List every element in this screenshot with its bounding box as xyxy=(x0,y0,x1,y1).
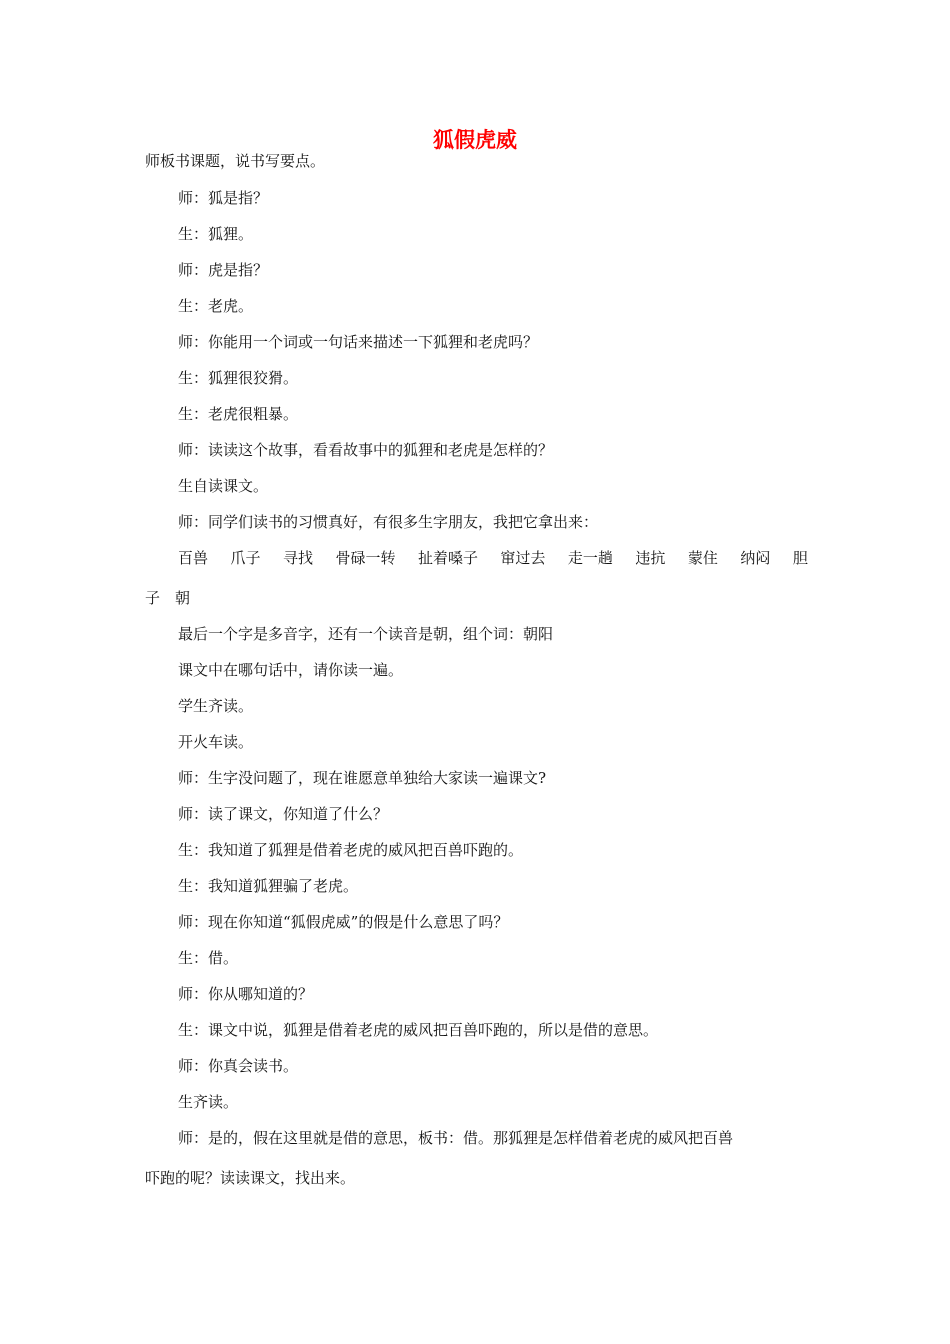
dialogue-line: 生自读课文。 xyxy=(178,477,269,495)
vocab-word: 违抗 xyxy=(635,549,666,567)
dialogue-line: 生：老虎很粗暴。 xyxy=(178,405,299,423)
intro-paragraph: 师板书课题，说书写要点。 xyxy=(145,152,326,170)
dialogue-line: 开火车读。 xyxy=(178,733,254,751)
dialogue-line: 师：现在你知道“狐假虎威”的假是什么意思了吗？ xyxy=(178,913,509,931)
closing-line: 吓跑的呢？读读课文，找出来。 xyxy=(145,1169,356,1187)
dialogue-line: 课文中在哪句话中，请你读一遍。 xyxy=(178,661,404,679)
dialogue-line: 生：狐狸。 xyxy=(178,225,254,243)
vocab-word: 蒙住 xyxy=(687,549,718,567)
vocab-word: 百兽 xyxy=(178,549,209,567)
dialogue-line: 最后一个字是多音字，还有一个读音是朝，组个词：朝阳 xyxy=(178,625,554,643)
vocab-word: 爪子 xyxy=(230,549,261,567)
dialogue-line: 师：你从哪知道的？ xyxy=(178,985,314,1003)
dialogue-line: 师：生字没问题了，现在谁愿意单独给大家读一遍课文? xyxy=(178,769,547,787)
vocab-word: 走一趟 xyxy=(567,549,613,567)
dialogue-line: 师：狐是指？ xyxy=(178,189,269,207)
vocab-word: 骨碌一转 xyxy=(335,549,396,567)
dialogue-line: 师：虎是指？ xyxy=(178,261,269,279)
vocab-word: 寻找 xyxy=(282,549,313,567)
vocab-word: 扯着嗓子 xyxy=(417,549,478,567)
dialogue-line: 师：同学们读书的习惯真好，有很多生字朋友，我把它拿出来： xyxy=(178,513,599,531)
dialogue-line: 师：读读这个故事，看看故事中的狐狸和老虎是怎样的？ xyxy=(178,441,554,459)
document-title: 狐假虎威 xyxy=(433,128,517,152)
dialogue-line: 师：是的，假在这里就是借的意思，板书：借。那狐狸是怎样借着老虎的威风把百兽 xyxy=(178,1129,734,1147)
vocab-word: 纳闷 xyxy=(740,549,771,567)
dialogue-line: 学生齐读。 xyxy=(178,697,254,715)
vocabulary-wrap-line: 子 朝 xyxy=(145,589,191,607)
dialogue-line: 生：课文中说，狐狸是借着老虎的威风把百兽吓跑的，所以是借的意思。 xyxy=(178,1021,659,1039)
dialogue-line: 生齐读。 xyxy=(178,1093,239,1111)
vocab-word: 胆 xyxy=(792,549,808,567)
dialogue-line: 师：读了课文，你知道了什么？ xyxy=(178,805,389,823)
vocab-word: 窜过去 xyxy=(500,549,546,567)
dialogue-line: 生：我知道狐狸骗了老虎。 xyxy=(178,877,359,895)
vocabulary-list xyxy=(178,547,808,569)
dialogue-line: 生：狐狸很狡猾。 xyxy=(178,369,299,387)
dialogue-line: 生：借。 xyxy=(178,949,239,967)
dialogue-line: 师：你真会读书。 xyxy=(178,1057,299,1075)
dialogue-line: 生：我知道了狐狸是借着老虎的威风把百兽吓跑的。 xyxy=(178,841,524,859)
dialogue-line: 生：老虎。 xyxy=(178,297,254,315)
dialogue-line: 师：你能用一个词或一句话来描述一下狐狸和老虎吗？ xyxy=(178,333,539,351)
